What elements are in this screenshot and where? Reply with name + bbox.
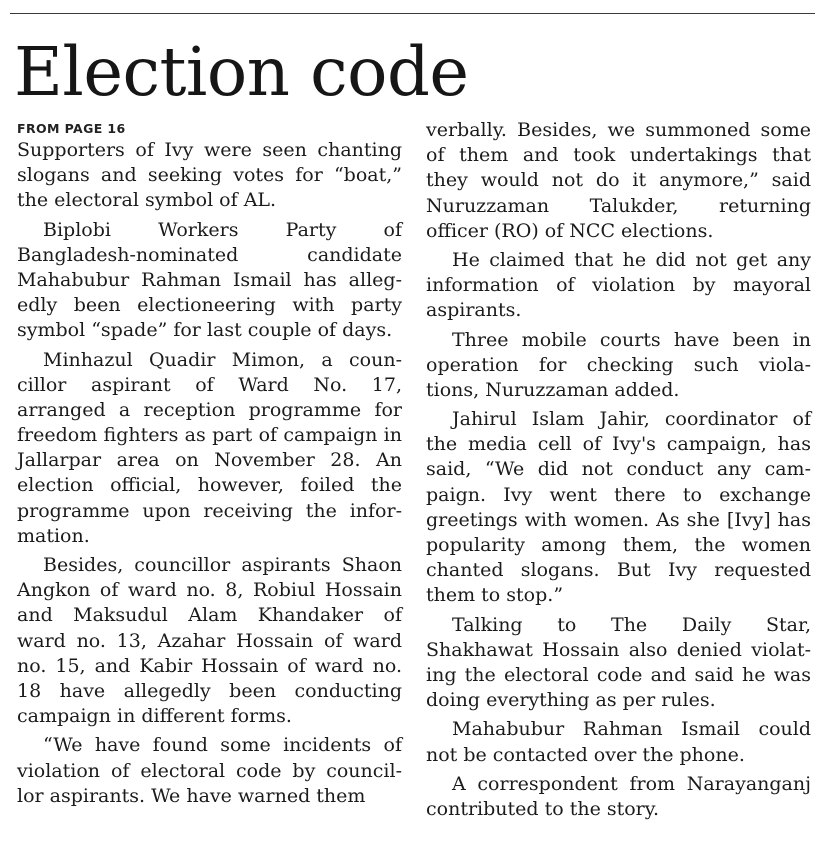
text-line: chanted slogans. But Ivy requested [426,559,811,582]
text-line: violation of electoral code by council- [17,759,402,782]
paragraph [17,553,402,729]
text-line: and Maksudul Alam Khandaker of [17,604,402,627]
paragraph [426,613,811,714]
text-line: them to stop.” [426,584,564,607]
text-line: election official, however, foiled the [17,474,402,497]
text-line: operation for checking such viola- [426,353,811,376]
text-line: Mahabubur Rahman Ismail could [452,718,811,741]
text-line: they would not do it anymore,” said [426,169,811,192]
text-line: aspirants. [426,299,522,322]
paragraph [426,717,811,767]
right-column-body [426,118,811,822]
left-column [17,121,402,809]
text-line: Jahirul Islam Jahir, coordinator of [452,408,811,431]
text-line: information of violation by mayoral [426,274,811,297]
headline: Election code [14,33,469,111]
text-line: of them and took undertakings that [426,144,811,167]
top-rule [10,13,815,14]
text-line: Talking to The Daily Star, [452,613,811,636]
text-line: verbally. Besides, we summoned some [426,119,811,141]
text-line: Bangladesh-nominated candidate [17,243,402,266]
text-line: paign. Ivy went there to exchange [426,483,811,506]
text-line: Jallarpar area on November 28. An [17,449,402,472]
text-line: programme upon receiving the infor- [17,499,402,522]
text-line: cillor aspirant of Ward No. 17, [17,373,402,396]
paragraph [17,138,402,214]
right-column [426,118,811,822]
text-line: no. 15, and Kabir Hossain of ward no. [17,654,402,677]
text-line: doing everything as per rules. [426,689,716,712]
text-line: lor aspirants. We have warned them [17,784,366,807]
paragraph [426,328,811,404]
left-column-body [17,138,402,809]
paragraph [17,733,402,809]
text-line: Three mobile courts have been in [452,328,811,351]
text-line: officer (RO) of NCC elections. [426,219,714,242]
text-line: Besides, councillor aspirants Shaon [43,554,402,576]
paragraph [426,407,811,609]
text-line: “We have found some incidents of [43,734,402,757]
text-line: edly been electioneering with party [17,294,402,317]
text-line: ward no. 13, Azahar Hossain of ward [17,629,402,652]
text-line: Supporters of Ivy were seen chanting [17,139,402,161]
text-line: freedom fighters as part of campaign in [17,424,402,447]
paragraph [17,348,402,550]
paragraph [17,218,402,344]
text-line: slogans and seeking votes for “boat,” [17,164,402,187]
text-line: symbol “spade” for last couple of days. [17,319,393,342]
text-line: not be contacted over the phone. [426,743,745,766]
text-line: Mahabubur Rahman Ismail has alleg- [17,268,402,291]
text-line: Nuruzzaman Talukder, returning [426,194,811,217]
text-line: popularity among them, the women [426,534,811,556]
text-line: the electoral symbol of AL. [17,189,277,212]
paragraph [426,248,811,324]
text-line: campaign in different forms. [17,705,292,728]
text-line: mation. [17,524,90,547]
text-line: arranged a reception programme for [17,398,402,421]
text-line: A correspondent from Narayanganj [452,772,811,795]
text-line: tions, Nuruzzaman added. [426,378,680,401]
paragraph [426,118,811,244]
text-line: Shakhawat Hossain also denied violat- [426,638,811,661]
text-line: the media cell of Ivy's campaign, has [426,433,811,456]
text-line: He claimed that he did not get any [452,248,811,271]
continued-from-label: FROM PAGE 16 [17,121,126,136]
text-line: said, “We did not conduct any cam- [426,458,811,481]
text-line: Minhazul Quadir Mimon, a coun- [43,348,402,371]
text-line: greetings with women. As she [Ivy] has [426,508,811,531]
text-line: Biplobi Workers Party of [43,218,402,241]
text-line: 18 have allegedly been conducting [17,679,402,702]
text-line: Angkon of ward no. 8, Robiul Hossain [17,579,402,602]
text-line: ing the electoral code and said he was [426,663,811,686]
text-line: contributed to the story. [426,797,660,820]
paragraph [426,772,811,822]
